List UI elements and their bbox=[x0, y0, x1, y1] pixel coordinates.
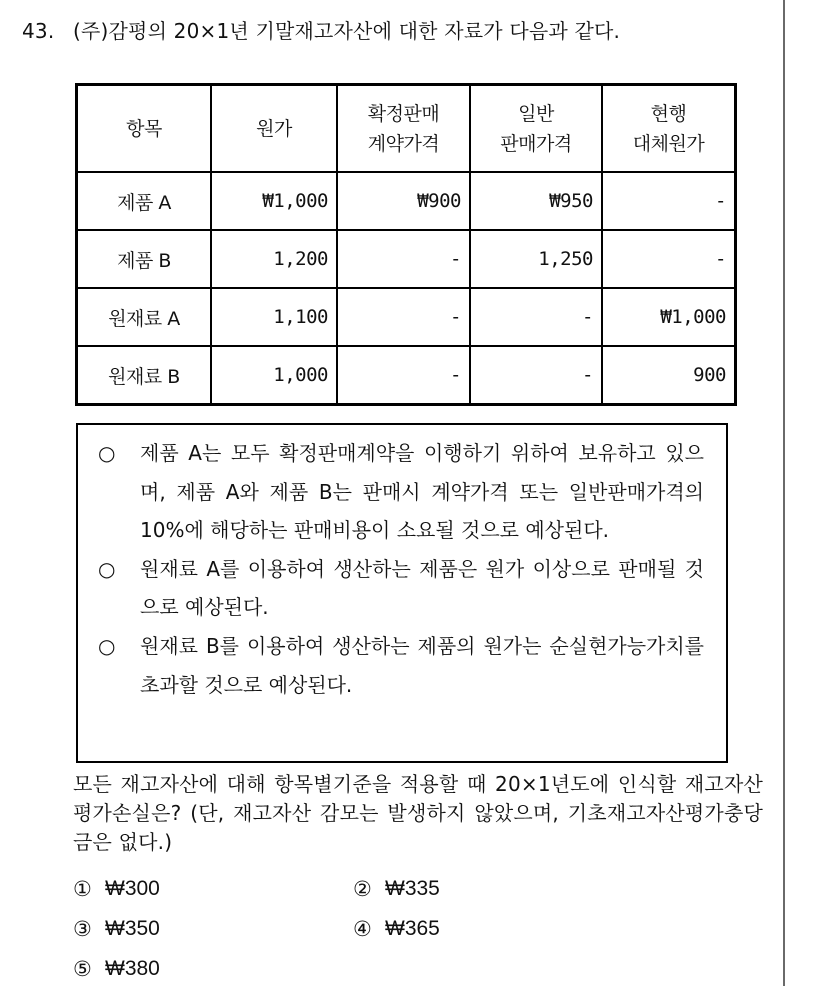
table-header-row bbox=[77, 85, 736, 173]
circle-bullet-icon: ○ bbox=[98, 556, 116, 581]
circle-bullet-icon: ○ bbox=[98, 441, 116, 465]
table-row bbox=[77, 346, 736, 405]
circle-bullet-icon: ○ bbox=[98, 633, 116, 658]
option-2[interactable] bbox=[353, 872, 633, 906]
options-row bbox=[73, 952, 633, 992]
table-row bbox=[77, 172, 736, 230]
cell-normal-price: ₩950 bbox=[470, 172, 602, 230]
condition-text: 제품 A는 모두 확정판매계약을 이행하기 위하여 보유하고 있으며, 제품 A와 제품 B는 판매시 계약가격 또는 일반판매가격의 10%에 해당하는 판매비용이 소요될 것으로 예상된다. bbox=[140, 441, 704, 543]
cell-item: 제품 B bbox=[77, 230, 212, 288]
option-value: ₩335 bbox=[385, 877, 440, 900]
cell-item: 제품 A bbox=[77, 172, 212, 230]
condition-text: 원재료 B를 이용하여 생산하는 제품의 원가는 순실현가능가치를 초과할 것으로 예상된다. bbox=[140, 633, 704, 697]
condition-text: 원재료 A를 이용하여 생산하는 제품은 원가 이상으로 판매될 것으로 예상된다. bbox=[140, 556, 704, 620]
circled-one-icon: ① bbox=[73, 877, 92, 901]
cell-replacement-cost: ₩1,000 bbox=[602, 288, 736, 346]
option-value: ₩365 bbox=[385, 917, 440, 940]
inventory-data-table bbox=[75, 83, 737, 406]
circled-four-icon: ④ bbox=[353, 917, 372, 941]
question-prompt: 모든 재고자산에 대해 항목별기준을 적용할 때 20×1년도에 인식할 재고자산평가손실은? (단, 재고자산 감모는 발생하지 않았으며, 기초재고자산평가충당금은 없다.) bbox=[73, 772, 763, 854]
option-1[interactable] bbox=[73, 872, 353, 906]
header-replacement-cost: 현행 대체원가 bbox=[602, 85, 736, 173]
question-stem bbox=[22, 16, 782, 46]
header-cost: 원가 bbox=[211, 85, 337, 173]
condition-item bbox=[78, 550, 726, 627]
cell-cost: 1,200 bbox=[211, 230, 337, 288]
condition-item bbox=[78, 434, 726, 550]
condition-item bbox=[78, 627, 726, 704]
cell-contract-price: - bbox=[337, 346, 470, 405]
table-row bbox=[77, 230, 736, 288]
options-row bbox=[73, 912, 633, 952]
cell-normal-price: 1,250 bbox=[470, 230, 602, 288]
cell-contract-price: ₩900 bbox=[337, 172, 470, 230]
cell-item: 원재료 A bbox=[77, 288, 212, 346]
option-value: ₩300 bbox=[105, 877, 160, 900]
option-3[interactable] bbox=[73, 912, 353, 946]
header-contract-price: 확정판매 계약가격 bbox=[337, 85, 470, 173]
header-normal-price: 일반 판매가격 bbox=[470, 85, 602, 173]
cell-item: 원재료 B bbox=[77, 346, 212, 405]
cell-replacement-cost: - bbox=[602, 172, 736, 230]
table-row bbox=[77, 288, 736, 346]
cell-contract-price: - bbox=[337, 288, 470, 346]
cell-cost: 1,100 bbox=[211, 288, 337, 346]
option-value: ₩380 bbox=[105, 957, 160, 980]
question-text: (주)감평의 20×1년 기말재고자산에 대한 자료가 다음과 같다. bbox=[73, 19, 621, 43]
cell-cost: ₩1,000 bbox=[211, 172, 337, 230]
question-number: 43. bbox=[22, 19, 55, 43]
column-divider-rule bbox=[783, 0, 785, 986]
conditions-box bbox=[76, 423, 728, 763]
cell-replacement-cost: 900 bbox=[602, 346, 736, 405]
conditions-list bbox=[78, 425, 726, 704]
options-row bbox=[73, 872, 633, 912]
circled-three-icon: ③ bbox=[73, 917, 92, 941]
cell-normal-price: - bbox=[470, 288, 602, 346]
option-value: ₩350 bbox=[105, 917, 160, 940]
option-4[interactable] bbox=[353, 912, 633, 946]
cell-normal-price: - bbox=[470, 346, 602, 405]
option-5[interactable] bbox=[73, 952, 355, 986]
circled-five-icon: ⑤ bbox=[73, 957, 92, 981]
answer-options bbox=[73, 872, 633, 992]
header-item: 항목 bbox=[77, 85, 212, 173]
circled-two-icon: ② bbox=[353, 877, 372, 901]
cell-replacement-cost: - bbox=[602, 230, 736, 288]
cell-cost: 1,000 bbox=[211, 346, 337, 405]
cell-contract-price: - bbox=[337, 230, 470, 288]
